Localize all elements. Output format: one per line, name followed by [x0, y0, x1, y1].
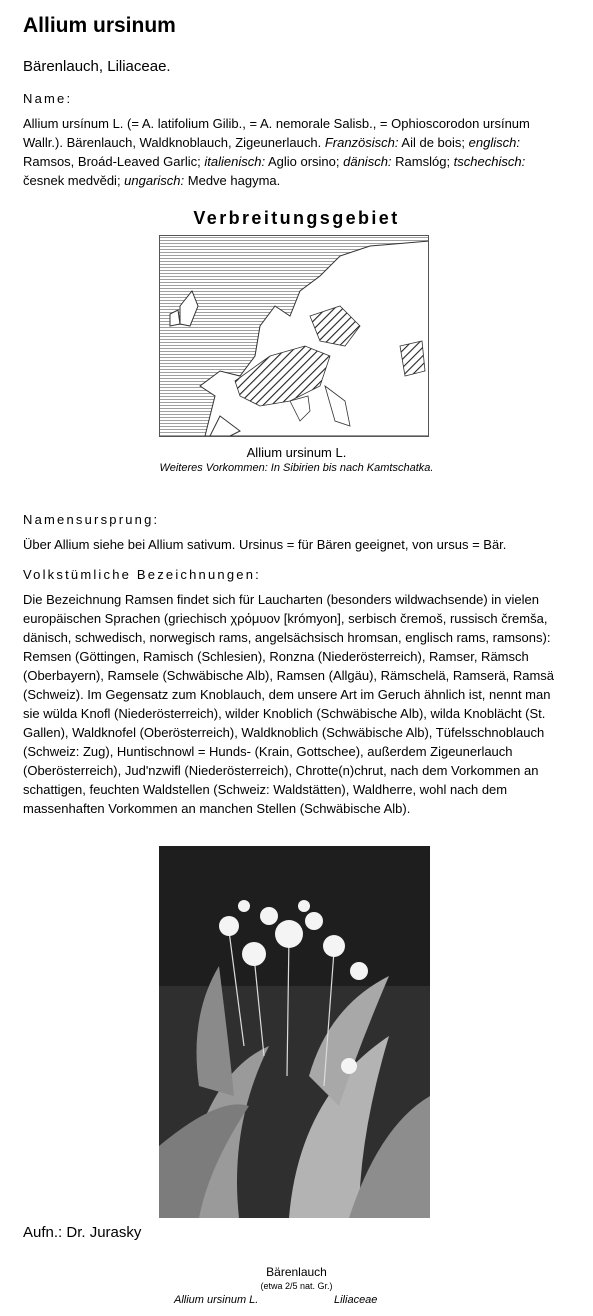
- folk-names-heading: Volkstümliche Bezeichnungen:: [23, 567, 261, 582]
- distribution-map: [159, 235, 429, 437]
- plate-scale: (etwa 2/5 nat. Gr.): [260, 1281, 333, 1291]
- origin-paragraph: Über Allium siehe bei Allium sativum. Ursinus = für Bären geeignet, von ursus = Bär.: [23, 537, 507, 552]
- plate-name: Bärenlauch: [266, 1265, 327, 1279]
- plant-photo: [159, 846, 430, 1218]
- map-caption: Allium ursinum L.: [246, 445, 347, 460]
- origin-heading: Namensursprung:: [23, 512, 160, 527]
- page-subtitle: Bärenlauch, Liliaceae.: [23, 58, 171, 75]
- map-heading: Verbreitungsgebiet: [193, 208, 400, 228]
- plate-latin-name: Allium ursinum L.: [174, 1294, 259, 1306]
- folk-names-paragraph: Die Bezeichnung Ramsen findet sich für Laucharten (besonders wildwachsende) in vielen europäischen Sprachen (griechisch χρόμυον [krómyon], serbisch čremoš, russisch čremša, dänisch, schwedisch, norwegisch rams, angelsächsisch hromsan, englisch rams, ramsons): Remsen (Göttingen, Ramisch (Schlesien), Ronzna (Niederösterreich), Ramser, Rämsch (Oberbayern), Ramsele (Schwäbische Alb), Ramsen (Allgäu), Rämschelä, Ramserä, Ramsä (Schweiz). Im Gegensatz zum Knoblauch, dem unsere Art im Geruch ähnlich ist, nennt man sie wülda Knofl (Niederösterreich), wilder Knoblich (Schwäbische Alb), wilda Knoblächt (St. Gallen), Waldknofel (Oberösterreich), Waldknoblich (Schwäbische Alb), Tüfelsschnoblauch (Schweiz: Zug), Huntischnowl = Hunds- (Krain, Gottschee), außerdem Zigeunerlauch (Oberösterreich), Jud'nzwifl (Niederösterreich), Chrotte(n)chrut, nach dem Vorkommen an schattigen, feuchten Waldstellen (Schweiz: Waldstätten), Waldherre, wohl nach dem massenhaften Vorkommen an manchen Stellen (Schwäbische Alb).: [23, 592, 555, 816]
- page-title: Allium ursinum: [23, 14, 176, 37]
- plate-family: Liliaceae: [334, 1294, 378, 1306]
- name-heading: Name:: [23, 91, 73, 106]
- name-paragraph: Allium ursínum L. (= A. latifolium Gilib., = A. nemorale Salisb., = Ophioscorodon ursínum Wallr.). Bärenlauch, Waldknoblauch, Zigeunerlauch. Französisch: Ail de bois; englisch: Ramsos, Broád-Leaved Garlic; italienisch: Aglio orsino; dänisch: Ramslóg; tschechisch: česnek medvědi; ungarisch: Medve hagyma.: [23, 116, 530, 188]
- map-note: Weiteres Vorkommen: In Sibirien bis nach Kamtschatka.: [159, 462, 434, 474]
- photo-credit: Aufn.: Dr. Jurasky: [23, 1224, 142, 1241]
